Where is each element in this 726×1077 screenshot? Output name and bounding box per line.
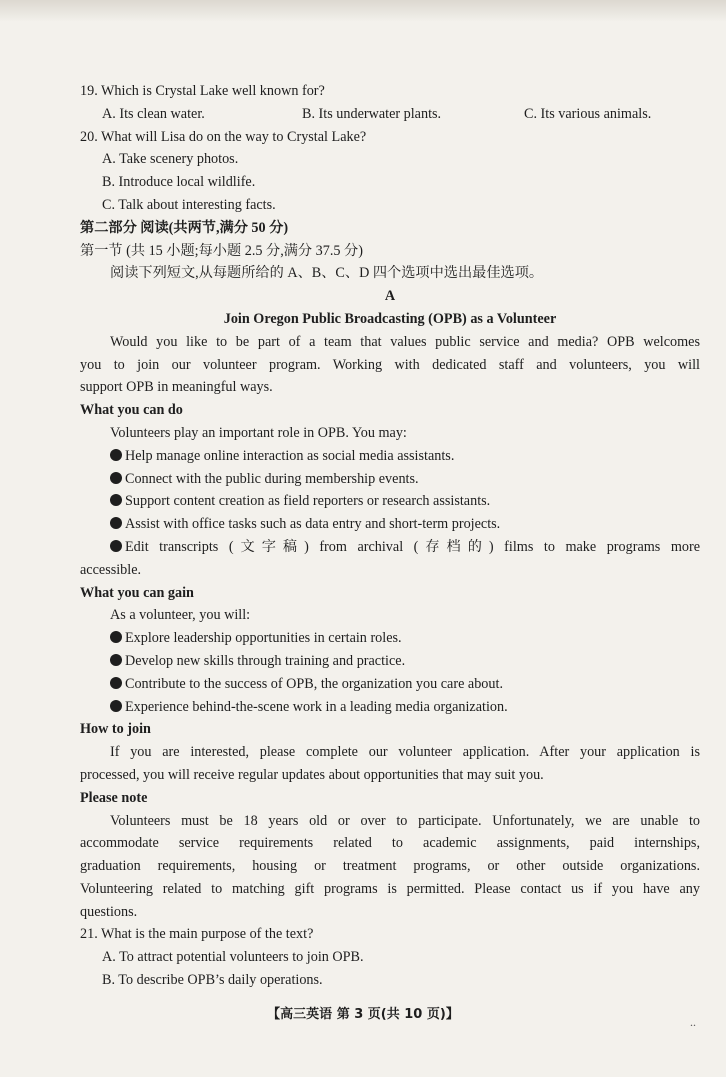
option-b: B. Its underwater plants. (302, 105, 442, 122)
bullet-dot-icon (110, 472, 122, 484)
bullet-text: Connect with the public during membership events. (125, 470, 419, 487)
question-19-options (80, 103, 700, 126)
bullet-item (80, 468, 700, 491)
exam-page (80, 80, 700, 992)
option-b: B. To describe OPB’s daily operations. (102, 972, 323, 989)
bullet-text: Contribute to the success of OPB, the organization you care about. (125, 675, 503, 692)
paragraph-line: If you are interested, please complete our volunteer application. After your application is (110, 744, 700, 761)
section-heading-how-to-join: How to join (80, 721, 151, 738)
bullet-text: Develop new skills through training and practice. (125, 652, 406, 669)
bullet-dot-icon (110, 654, 122, 666)
bullet-item (80, 627, 700, 650)
bullet-text: Support content creation as field reporters or research assistants. (125, 493, 491, 510)
bullet-item (80, 673, 700, 696)
page-footer: 【高三英语 第 3 页(共 10 页)】 (267, 1007, 459, 1022)
question-21-stem: 21. What is the main purpose of the text? (80, 926, 314, 943)
bullet-text: Assist with office tasks such as data entry and short-term projects. (125, 516, 501, 533)
question-19-stem: 19. Which is Crystal Lake well known for? (80, 83, 325, 99)
reading-instruction: 阅读下列短文,从每题所给的 A、B、C、D 四个选项中选出最佳选项。 (110, 265, 544, 282)
paragraph-line: Volunteers must be 18 years old or over to participate. Unfortunately, we are unable to (110, 812, 700, 829)
bullet-dot-icon (110, 494, 122, 506)
bullet-text: Help manage online interaction as social media assistants. (125, 447, 455, 464)
bullet-item (80, 650, 700, 673)
paragraph-line: questions. (80, 903, 138, 920)
paragraph-line: processed, you will receive regular updates about opportunities that may suit you. (80, 766, 544, 783)
option-a: A. Take scenery photos. (102, 151, 239, 168)
bullet-dot-icon (110, 449, 122, 461)
option-c: C. Talk about interesting facts. (102, 196, 276, 213)
bullet-text: Explore leadership opportunities in certain roles. (125, 630, 402, 647)
bullet-item (80, 513, 700, 536)
bullet-text: Experience behind-the-scene work in a leading media organization. (125, 698, 508, 715)
section-1-heading: 第一节 (共 15 小题;每小题 2.5 分,满分 37.5 分) (80, 242, 363, 259)
part-2-heading: 第二部分 阅读(共两节,满分 50 分) (80, 219, 289, 236)
bullet-dot-icon (110, 677, 122, 689)
paragraph-line: Volunteering related to matching gift programs is permitted. Please contact us if you have any (80, 880, 700, 897)
bullet-text: Edit transcripts (文字稿) from archival (存档的) films to make programs more (125, 538, 700, 555)
passage-letter: A (384, 288, 396, 305)
bullet-item (80, 445, 700, 468)
passage-title: Join Oregon Public Broadcasting (OPB) as a Volunteer (223, 310, 557, 327)
option-a: A. To attract potential volunteers to join OPB. (102, 949, 364, 966)
section-heading-please-note: Please note (80, 789, 148, 806)
section-lead: Volunteers play an important role in OPB. You may: (110, 424, 407, 441)
bullet-dot-icon (110, 631, 122, 643)
bullet-dot-icon (110, 540, 122, 552)
bullet-continuation: accessible. (80, 561, 142, 578)
paragraph-line: graduation requirements, housing or treatment programs, or other outside organizations. (80, 858, 700, 875)
corner-mark: .. (690, 1015, 696, 1029)
question-20-stem: 20. What will Lisa do on the way to Crystal Lake? (80, 128, 367, 145)
bullet-item (80, 696, 700, 719)
bullet-item (80, 536, 700, 559)
paragraph-line: accommodate service requirements related to academic assignments, paid internships, (80, 835, 700, 852)
intro-line: support OPB in meaningful ways. (80, 379, 273, 396)
option-c: C. Its various animals. (524, 105, 652, 122)
section-heading-what-you-can-do: What you can do (80, 402, 183, 419)
section-heading-what-you-can-gain: What you can gain (80, 584, 194, 601)
option-a: A. Its clean water. (102, 105, 205, 122)
section-lead: As a volunteer, you will: (110, 607, 251, 624)
option-b: B. Introduce local wildlife. (102, 174, 256, 191)
intro-line: Would you like to be part of a team that values public service and media? OPB welcomes (110, 333, 700, 350)
page-top-edge (0, 0, 726, 22)
bullet-dot-icon (110, 700, 122, 712)
bullet-item (80, 490, 700, 513)
intro-line: you to join our volunteer program. Working with dedicated staff and volunteers, you will (80, 356, 700, 373)
bullet-dot-icon (110, 517, 122, 529)
